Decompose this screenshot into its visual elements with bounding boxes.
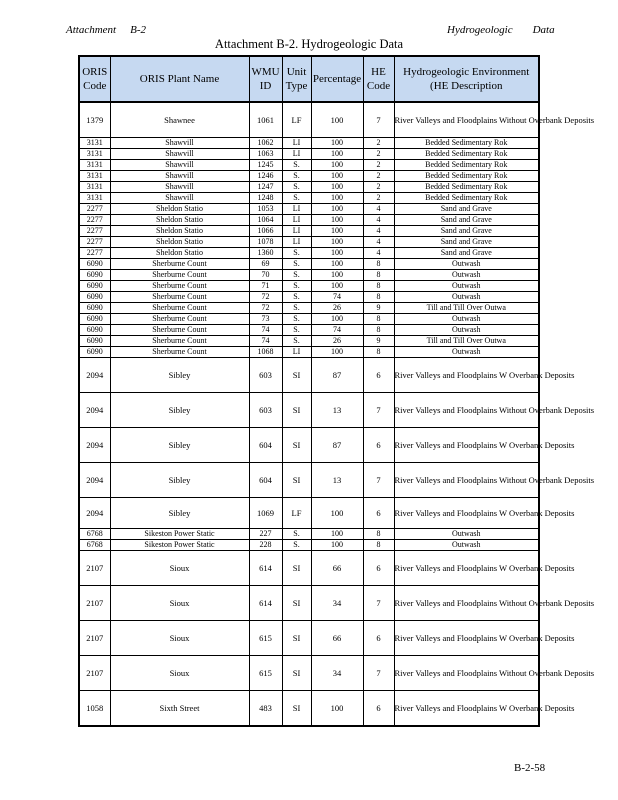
cell-he-description: Outwash bbox=[394, 281, 539, 292]
cell-he-code: 8 bbox=[363, 540, 394, 551]
cell-percentage: 100 bbox=[311, 182, 363, 193]
cell-oris-code: 1379 bbox=[79, 102, 110, 138]
cell-unit-type: S. bbox=[282, 270, 311, 281]
cell-he-code: 8 bbox=[363, 259, 394, 270]
cell-he-code: 6 bbox=[363, 551, 394, 586]
table-row bbox=[79, 336, 539, 347]
cell-percentage: 100 bbox=[311, 248, 363, 259]
table-row bbox=[79, 498, 539, 529]
cell-he-description: Outwash bbox=[394, 325, 539, 336]
cell-oris-code: 2277 bbox=[79, 204, 110, 215]
running-header-right bbox=[447, 24, 555, 36]
cell-plant-name: Sherburne Count bbox=[110, 281, 249, 292]
cell-plant-name: Sherburne Count bbox=[110, 314, 249, 325]
cell-unit-type: SI bbox=[282, 621, 311, 656]
cell-he-code: 7 bbox=[363, 586, 394, 621]
cell-he-code: 6 bbox=[363, 428, 394, 463]
cell-percentage: 34 bbox=[311, 656, 363, 691]
cell-oris-code: 3131 bbox=[79, 149, 110, 160]
cell-he-code: 2 bbox=[363, 149, 394, 160]
cell-he-description: Sand and Grave bbox=[394, 237, 539, 248]
table-row bbox=[79, 314, 539, 325]
cell-plant-name: Sioux bbox=[110, 551, 249, 586]
cell-he-description: River Valleys and Floodplains W Overbank Deposits bbox=[394, 551, 539, 586]
cell-he-description: Sand and Grave bbox=[394, 215, 539, 226]
cell-oris-code: 2107 bbox=[79, 656, 110, 691]
cell-oris-code: 2107 bbox=[79, 551, 110, 586]
page-number: B-2-58 bbox=[514, 762, 546, 774]
cell-oris-code: 6090 bbox=[79, 325, 110, 336]
cell-percentage: 100 bbox=[311, 149, 363, 160]
cell-plant-name: Sibley bbox=[110, 498, 249, 529]
cell-plant-name: Sikeston Power Static bbox=[110, 529, 249, 540]
cell-unit-type: S. bbox=[282, 281, 311, 292]
cell-wmu-id: 71 bbox=[249, 281, 282, 292]
cell-he-code: 4 bbox=[363, 237, 394, 248]
cell-oris-code: 3131 bbox=[79, 182, 110, 193]
cell-he-description: River Valleys and Floodplains W Overbank Deposits bbox=[394, 621, 539, 656]
cell-he-description: Outwash bbox=[394, 259, 539, 270]
col-header-percentage: Percentage bbox=[311, 56, 363, 102]
cell-he-description: Bedded Sedimentary Rok bbox=[394, 193, 539, 204]
cell-he-code: 8 bbox=[363, 325, 394, 336]
cell-wmu-id: 615 bbox=[249, 621, 282, 656]
table-row bbox=[79, 102, 539, 138]
cell-oris-code: 2094 bbox=[79, 498, 110, 529]
cell-he-code: 2 bbox=[363, 138, 394, 149]
cell-plant-name: Shawvill bbox=[110, 193, 249, 204]
cell-he-description: River Valleys and Floodplains Without Overbank Deposits bbox=[394, 586, 539, 621]
cell-plant-name: Sixth Street bbox=[110, 691, 249, 727]
cell-he-description: River Valleys and Floodplains W Overbank Deposits bbox=[394, 428, 539, 463]
cell-unit-type: SI bbox=[282, 586, 311, 621]
cell-he-description: Bedded Sedimentary Rok bbox=[394, 171, 539, 182]
col-header-wmu-id: WMU ID bbox=[249, 56, 282, 102]
table-row bbox=[79, 215, 539, 226]
cell-unit-type: LI bbox=[282, 204, 311, 215]
cell-percentage: 34 bbox=[311, 586, 363, 621]
table-row bbox=[79, 303, 539, 314]
cell-percentage: 100 bbox=[311, 226, 363, 237]
cell-he-code: 8 bbox=[363, 347, 394, 358]
cell-plant-name: Sherburne Count bbox=[110, 259, 249, 270]
table-header-row bbox=[79, 56, 539, 102]
cell-percentage: 100 bbox=[311, 498, 363, 529]
cell-plant-name: Sherburne Count bbox=[110, 347, 249, 358]
cell-unit-type: SI bbox=[282, 393, 311, 428]
cell-he-code: 7 bbox=[363, 102, 394, 138]
cell-percentage: 100 bbox=[311, 193, 363, 204]
cell-plant-name: Sheldon Statio bbox=[110, 204, 249, 215]
running-header-left bbox=[66, 24, 146, 36]
col-header-he-description: Hydrogeologic Environment (HE Description bbox=[394, 56, 539, 102]
cell-plant-name: Sherburne Count bbox=[110, 325, 249, 336]
cell-wmu-id: 604 bbox=[249, 428, 282, 463]
cell-he-description: River Valleys and Floodplains W Overbank Deposits bbox=[394, 691, 539, 727]
cell-he-description: Bedded Sedimentary Rok bbox=[394, 138, 539, 149]
cell-oris-code: 6090 bbox=[79, 314, 110, 325]
cell-unit-type: S. bbox=[282, 336, 311, 347]
cell-plant-name: Sibley bbox=[110, 428, 249, 463]
cell-percentage: 66 bbox=[311, 621, 363, 656]
cell-he-description: Bedded Sedimentary Rok bbox=[394, 149, 539, 160]
cell-plant-name: Sheldon Statio bbox=[110, 226, 249, 237]
cell-wmu-id: 1246 bbox=[249, 171, 282, 182]
table-row bbox=[79, 259, 539, 270]
page-title: Attachment B-2. Hydrogeologic Data bbox=[214, 37, 404, 51]
cell-wmu-id: 1063 bbox=[249, 149, 282, 160]
table-row bbox=[79, 358, 539, 393]
header-attachment: Attachment bbox=[66, 24, 117, 36]
cell-oris-code: 2094 bbox=[79, 463, 110, 498]
cell-oris-code: 6090 bbox=[79, 259, 110, 270]
cell-unit-type: S. bbox=[282, 292, 311, 303]
cell-wmu-id: 1064 bbox=[249, 215, 282, 226]
cell-he-code: 6 bbox=[363, 621, 394, 656]
cell-percentage: 100 bbox=[311, 347, 363, 358]
cell-wmu-id: 1247 bbox=[249, 182, 282, 193]
table-row bbox=[79, 529, 539, 540]
cell-he-description: Outwash bbox=[394, 540, 539, 551]
cell-wmu-id: 1248 bbox=[249, 193, 282, 204]
cell-percentage: 100 bbox=[311, 215, 363, 226]
cell-he-code: 6 bbox=[363, 358, 394, 393]
cell-wmu-id: 69 bbox=[249, 259, 282, 270]
cell-plant-name: Sherburne Count bbox=[110, 336, 249, 347]
cell-unit-type: SI bbox=[282, 428, 311, 463]
cell-he-code: 4 bbox=[363, 204, 394, 215]
cell-percentage: 26 bbox=[311, 303, 363, 314]
cell-he-description: River Valleys and Floodplains W Overbank Deposits bbox=[394, 358, 539, 393]
cell-percentage: 100 bbox=[311, 259, 363, 270]
cell-plant-name: Sheldon Statio bbox=[110, 215, 249, 226]
cell-oris-code: 2107 bbox=[79, 621, 110, 656]
cell-oris-code: 6090 bbox=[79, 270, 110, 281]
cell-plant-name: Shawvill bbox=[110, 182, 249, 193]
cell-plant-name: Sherburne Count bbox=[110, 303, 249, 314]
cell-he-description: River Valleys and Floodplains Without Overbank Deposits bbox=[394, 656, 539, 691]
table-row bbox=[79, 204, 539, 215]
cell-unit-type: S. bbox=[282, 193, 311, 204]
cell-he-code: 7 bbox=[363, 463, 394, 498]
cell-unit-type: LI bbox=[282, 215, 311, 226]
cell-he-description: Sand and Grave bbox=[394, 226, 539, 237]
cell-oris-code: 2094 bbox=[79, 358, 110, 393]
cell-unit-type: LI bbox=[282, 237, 311, 248]
cell-he-code: 2 bbox=[363, 171, 394, 182]
cell-wmu-id: 1062 bbox=[249, 138, 282, 149]
cell-oris-code: 6768 bbox=[79, 529, 110, 540]
cell-unit-type: LF bbox=[282, 498, 311, 529]
cell-he-description: Sand and Grave bbox=[394, 248, 539, 259]
cell-plant-name: Sherburne Count bbox=[110, 270, 249, 281]
cell-percentage: 100 bbox=[311, 529, 363, 540]
cell-oris-code: 6090 bbox=[79, 292, 110, 303]
cell-unit-type: SI bbox=[282, 691, 311, 727]
cell-he-code: 8 bbox=[363, 314, 394, 325]
cell-unit-type: S. bbox=[282, 540, 311, 551]
cell-he-code: 2 bbox=[363, 160, 394, 171]
table-row bbox=[79, 182, 539, 193]
cell-unit-type: SI bbox=[282, 656, 311, 691]
table-row bbox=[79, 393, 539, 428]
cell-he-description: Sand and Grave bbox=[394, 204, 539, 215]
cell-oris-code: 3131 bbox=[79, 160, 110, 171]
cell-wmu-id: 603 bbox=[249, 393, 282, 428]
cell-wmu-id: 73 bbox=[249, 314, 282, 325]
cell-percentage: 13 bbox=[311, 463, 363, 498]
table-row bbox=[79, 248, 539, 259]
cell-unit-type: S. bbox=[282, 259, 311, 270]
cell-percentage: 100 bbox=[311, 314, 363, 325]
cell-he-description: River Valleys and Floodplains Without Overbank Deposits bbox=[394, 102, 539, 138]
cell-wmu-id: 1360 bbox=[249, 248, 282, 259]
cell-oris-code: 2277 bbox=[79, 226, 110, 237]
cell-unit-type: SI bbox=[282, 463, 311, 498]
cell-unit-type: SI bbox=[282, 358, 311, 393]
cell-unit-type: S. bbox=[282, 182, 311, 193]
cell-wmu-id: 72 bbox=[249, 303, 282, 314]
cell-he-description: River Valleys and Floodplains Without Overbank Deposits bbox=[394, 393, 539, 428]
cell-percentage: 66 bbox=[311, 551, 363, 586]
cell-plant-name: Sioux bbox=[110, 586, 249, 621]
cell-unit-type: LF bbox=[282, 102, 311, 138]
cell-unit-type: SI bbox=[282, 551, 311, 586]
cell-he-code: 9 bbox=[363, 336, 394, 347]
table-row bbox=[79, 281, 539, 292]
table-body bbox=[79, 102, 595, 726]
cell-unit-type: S. bbox=[282, 171, 311, 182]
cell-he-description: Outwash bbox=[394, 292, 539, 303]
cell-he-code: 7 bbox=[363, 393, 394, 428]
cell-percentage: 26 bbox=[311, 336, 363, 347]
cell-percentage: 74 bbox=[311, 325, 363, 336]
cell-he-description: Outwash bbox=[394, 270, 539, 281]
cell-he-code: 2 bbox=[363, 182, 394, 193]
cell-he-code: 8 bbox=[363, 292, 394, 303]
cell-plant-name: Sioux bbox=[110, 621, 249, 656]
cell-oris-code: 1058 bbox=[79, 691, 110, 727]
cell-percentage: 87 bbox=[311, 358, 363, 393]
cell-wmu-id: 483 bbox=[249, 691, 282, 727]
cell-percentage: 100 bbox=[311, 204, 363, 215]
cell-plant-name: Shawvill bbox=[110, 171, 249, 182]
table-row bbox=[79, 463, 539, 498]
table-row bbox=[79, 325, 539, 336]
table-row bbox=[79, 656, 539, 691]
cell-percentage: 100 bbox=[311, 171, 363, 182]
cell-he-code: 4 bbox=[363, 248, 394, 259]
cell-unit-type: S. bbox=[282, 314, 311, 325]
cell-wmu-id: 1066 bbox=[249, 226, 282, 237]
cell-percentage: 100 bbox=[311, 102, 363, 138]
cell-he-code: 9 bbox=[363, 303, 394, 314]
cell-unit-type: S. bbox=[282, 248, 311, 259]
cell-he-description: Outwash bbox=[394, 347, 539, 358]
cell-he-code: 2 bbox=[363, 193, 394, 204]
cell-plant-name: Shawvill bbox=[110, 160, 249, 171]
table-row bbox=[79, 270, 539, 281]
cell-wmu-id: 74 bbox=[249, 336, 282, 347]
cell-oris-code: 2094 bbox=[79, 428, 110, 463]
cell-plant-name: Shawvill bbox=[110, 138, 249, 149]
header-data: Data bbox=[532, 24, 555, 36]
cell-wmu-id: 603 bbox=[249, 358, 282, 393]
table-row bbox=[79, 347, 539, 358]
cell-unit-type: S. bbox=[282, 160, 311, 171]
cell-unit-type: LI bbox=[282, 138, 311, 149]
cell-oris-code: 2107 bbox=[79, 586, 110, 621]
cell-wmu-id: 1068 bbox=[249, 347, 282, 358]
table-row bbox=[79, 551, 539, 586]
table-row bbox=[79, 149, 539, 160]
cell-he-code: 7 bbox=[363, 656, 394, 691]
cell-oris-code: 3131 bbox=[79, 138, 110, 149]
col-header-unit-type: Unit Type bbox=[282, 56, 311, 102]
cell-oris-code: 2277 bbox=[79, 248, 110, 259]
cell-he-description: Outwash bbox=[394, 529, 539, 540]
table-row bbox=[79, 691, 539, 727]
header-hydrogeologic: Hydrogeologic bbox=[447, 24, 513, 36]
cell-oris-code: 2277 bbox=[79, 237, 110, 248]
cell-wmu-id: 1078 bbox=[249, 237, 282, 248]
table-row bbox=[79, 292, 539, 303]
cell-he-description: River Valleys and Floodplains Without Overbank Deposits bbox=[394, 463, 539, 498]
cell-percentage: 100 bbox=[311, 237, 363, 248]
cell-oris-code: 2094 bbox=[79, 393, 110, 428]
cell-wmu-id: 74 bbox=[249, 325, 282, 336]
cell-unit-type: S. bbox=[282, 325, 311, 336]
table-row bbox=[79, 193, 539, 204]
cell-plant-name: Sherburne Count bbox=[110, 292, 249, 303]
cell-oris-code: 3131 bbox=[79, 171, 110, 182]
cell-wmu-id: 1061 bbox=[249, 102, 282, 138]
table-row bbox=[79, 237, 539, 248]
cell-plant-name: Sibley bbox=[110, 463, 249, 498]
cell-he-description: River Valleys and Floodplains W Overbank Deposits bbox=[394, 498, 539, 529]
cell-plant-name: Sheldon Statio bbox=[110, 248, 249, 259]
cell-plant-name: Shawnee bbox=[110, 102, 249, 138]
cell-plant-name: Sibley bbox=[110, 393, 249, 428]
cell-percentage: 13 bbox=[311, 393, 363, 428]
cell-he-description: Till and Till Over Outwa bbox=[394, 336, 539, 347]
cell-plant-name: Sheldon Statio bbox=[110, 237, 249, 248]
cell-percentage: 100 bbox=[311, 138, 363, 149]
cell-oris-code: 3131 bbox=[79, 193, 110, 204]
cell-he-description: Bedded Sedimentary Rok bbox=[394, 160, 539, 171]
table-row bbox=[79, 226, 539, 237]
cell-he-code: 8 bbox=[363, 529, 394, 540]
hydrogeologic-data-table bbox=[78, 55, 595, 727]
cell-unit-type: S. bbox=[282, 303, 311, 314]
table-row bbox=[79, 160, 539, 171]
cell-wmu-id: 1069 bbox=[249, 498, 282, 529]
cell-he-description: Outwash bbox=[394, 314, 539, 325]
cell-wmu-id: 72 bbox=[249, 292, 282, 303]
cell-oris-code: 6768 bbox=[79, 540, 110, 551]
cell-unit-type: S. bbox=[282, 529, 311, 540]
cell-he-code: 4 bbox=[363, 215, 394, 226]
cell-wmu-id: 615 bbox=[249, 656, 282, 691]
cell-he-description: Till and Till Over Outwa bbox=[394, 303, 539, 314]
table-row bbox=[79, 171, 539, 182]
cell-oris-code: 6090 bbox=[79, 281, 110, 292]
cell-wmu-id: 614 bbox=[249, 551, 282, 586]
cell-unit-type: LI bbox=[282, 226, 311, 237]
cell-percentage: 100 bbox=[311, 540, 363, 551]
cell-percentage: 100 bbox=[311, 160, 363, 171]
cell-percentage: 74 bbox=[311, 292, 363, 303]
cell-wmu-id: 70 bbox=[249, 270, 282, 281]
cell-he-code: 6 bbox=[363, 498, 394, 529]
cell-he-code: 4 bbox=[363, 226, 394, 237]
cell-he-code: 8 bbox=[363, 270, 394, 281]
cell-wmu-id: 604 bbox=[249, 463, 282, 498]
cell-he-description: Bedded Sedimentary Rok bbox=[394, 182, 539, 193]
cell-percentage: 100 bbox=[311, 691, 363, 727]
cell-percentage: 100 bbox=[311, 281, 363, 292]
cell-oris-code: 6090 bbox=[79, 347, 110, 358]
cell-oris-code: 6090 bbox=[79, 336, 110, 347]
col-header-plant-name: ORIS Plant Name bbox=[110, 56, 249, 102]
cell-plant-name: Sibley bbox=[110, 358, 249, 393]
cell-plant-name: Sikeston Power Static bbox=[110, 540, 249, 551]
table-row bbox=[79, 138, 539, 149]
cell-percentage: 87 bbox=[311, 428, 363, 463]
cell-unit-type: LI bbox=[282, 347, 311, 358]
col-header-oris-code: ORIS Code bbox=[79, 56, 110, 102]
header-attachment-id: B-2 bbox=[130, 24, 146, 36]
table-row bbox=[79, 621, 539, 656]
col-header-he-code: HE Code bbox=[363, 56, 394, 102]
cell-oris-code: 2277 bbox=[79, 215, 110, 226]
cell-he-code: 6 bbox=[363, 691, 394, 727]
table-row bbox=[79, 586, 539, 621]
cell-wmu-id: 227 bbox=[249, 529, 282, 540]
cell-wmu-id: 1245 bbox=[249, 160, 282, 171]
cell-wmu-id: 1053 bbox=[249, 204, 282, 215]
cell-unit-type: LI bbox=[282, 149, 311, 160]
cell-he-code: 8 bbox=[363, 281, 394, 292]
cell-plant-name: Shawvill bbox=[110, 149, 249, 160]
table-row bbox=[79, 428, 539, 463]
cell-wmu-id: 614 bbox=[249, 586, 282, 621]
cell-wmu-id: 228 bbox=[249, 540, 282, 551]
table-row bbox=[79, 540, 539, 551]
cell-percentage: 100 bbox=[311, 270, 363, 281]
cell-plant-name: Sioux bbox=[110, 656, 249, 691]
cell-oris-code: 6090 bbox=[79, 303, 110, 314]
